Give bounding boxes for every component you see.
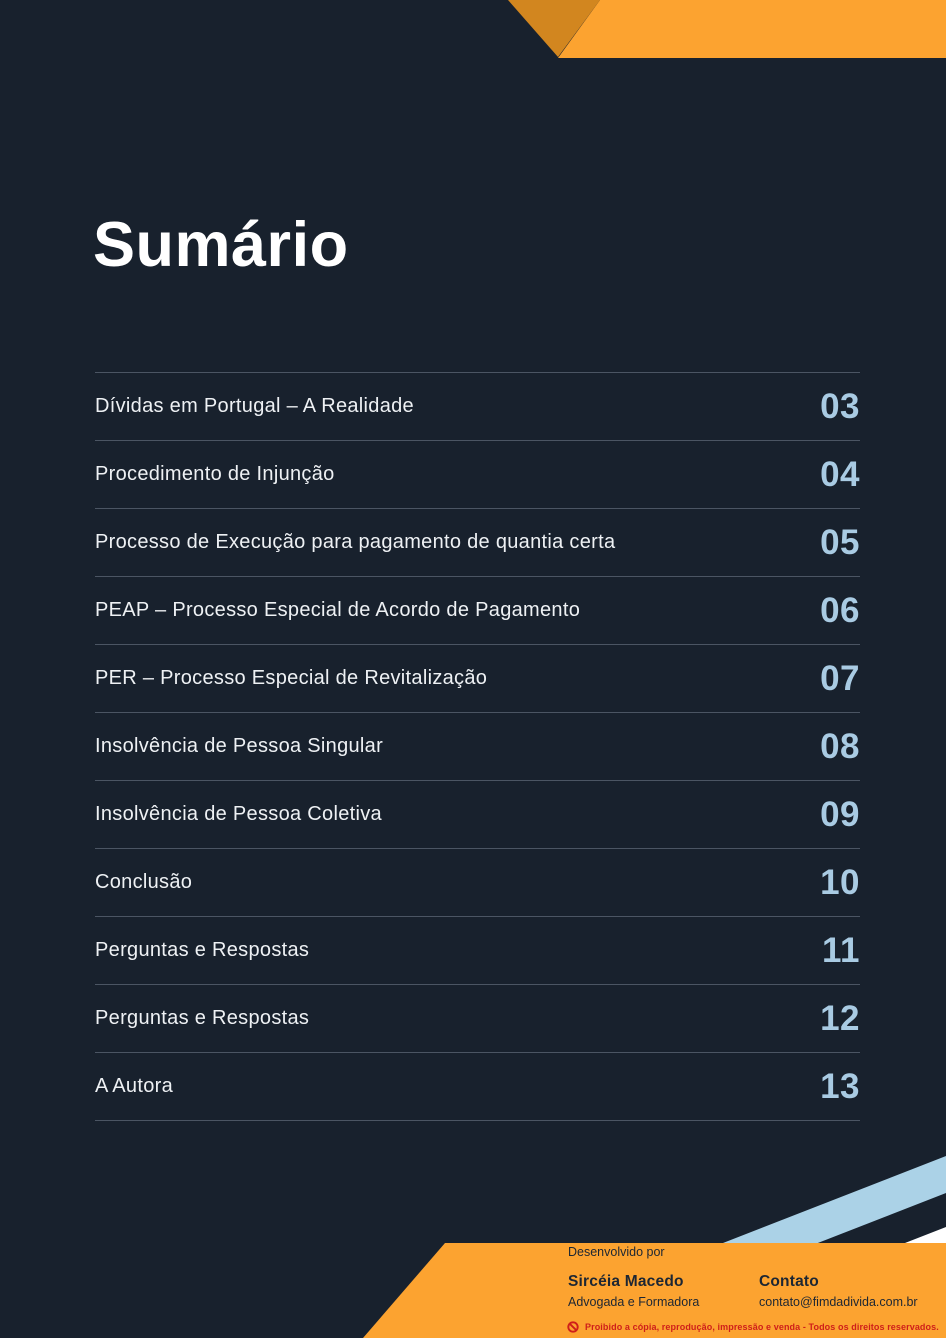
toc-entry-label: Processo de Execução para pagamento de quantia certa — [95, 531, 616, 553]
toc-entry-label: Conclusão — [95, 871, 193, 893]
toc-page-number: 05 — [820, 523, 860, 562]
toc-entry-label: PER – Processo Especial de Revitalização — [95, 667, 488, 689]
copyright-text: Proibido a cópia, reprodução, impressão e venda - Todos os direitos reservados. — [585, 1322, 939, 1332]
toc-row[interactable] — [95, 1052, 860, 1120]
toc-row[interactable] — [95, 372, 860, 440]
toc-row[interactable] — [95, 508, 860, 576]
toc-row[interactable] — [95, 712, 860, 780]
toc-page-number: 12 — [820, 999, 860, 1038]
toc-page-number: 11 — [822, 931, 860, 970]
toc-page-number: 06 — [820, 591, 860, 630]
toc-page-number: 04 — [820, 455, 860, 494]
footer-author — [568, 1273, 759, 1309]
page-title: Sumário — [93, 210, 349, 280]
author-name: Sircéia Macedo — [568, 1273, 684, 1290]
toc-entry-label: Insolvência de Pessoa Singular — [95, 735, 384, 757]
footer-contact — [759, 1273, 918, 1309]
toc-page-number: 07 — [820, 659, 860, 698]
toc-row[interactable] — [95, 780, 860, 848]
prohibited-icon — [567, 1321, 579, 1333]
toc-row[interactable] — [95, 984, 860, 1052]
toc-entry-label: Insolvência de Pessoa Coletiva — [95, 803, 382, 825]
table-of-contents — [95, 372, 860, 1121]
contact-label: Contato — [759, 1273, 819, 1290]
toc-row[interactable] — [95, 440, 860, 508]
author-role: Advogada e Formadora — [568, 1295, 700, 1309]
toc-page-number: 10 — [820, 863, 860, 902]
toc-row[interactable] — [95, 644, 860, 712]
footer-credits — [568, 1245, 918, 1309]
toc-page-number: 13 — [820, 1067, 860, 1106]
toc-page-number: 08 — [820, 727, 860, 766]
developed-by-label: Desenvolvido por — [568, 1245, 665, 1259]
contact-email[interactable]: contato@fimdadivida.com.br — [759, 1295, 918, 1309]
toc-page-number: 03 — [820, 387, 860, 426]
top-ribbon — [558, 0, 946, 58]
toc-row[interactable] — [95, 576, 860, 644]
toc-entry-label: Perguntas e Respostas — [95, 1007, 310, 1029]
toc-page-number: 09 — [820, 795, 860, 834]
toc-row[interactable] — [95, 848, 860, 916]
toc-row[interactable] — [95, 916, 860, 984]
toc-entry-label: Perguntas e Respostas — [95, 939, 310, 961]
toc-entry-label: PEAP – Processo Especial de Acordo de Pagamento — [95, 599, 581, 621]
toc-entry-label: Procedimento de Injunção — [95, 463, 335, 485]
toc-entry-label: A Autora — [95, 1075, 174, 1097]
toc-entry-label: Dívidas em Portugal – A Realidade — [95, 395, 414, 417]
copyright-notice — [567, 1321, 939, 1333]
